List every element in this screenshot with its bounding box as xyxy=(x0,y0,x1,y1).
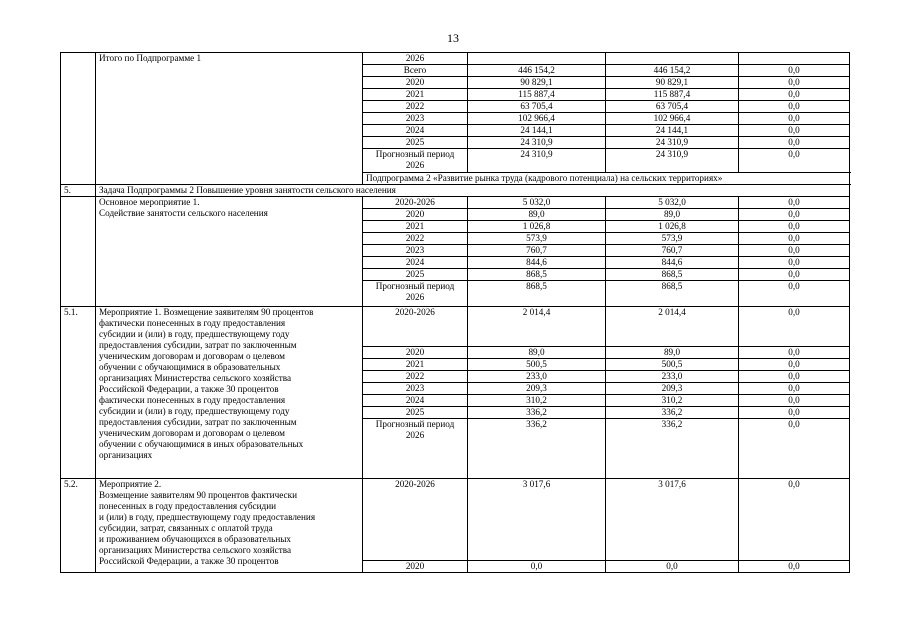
funding-budget-cell: 63 705,4 xyxy=(606,101,739,113)
funding-total-cell: 573,9 xyxy=(468,233,606,245)
funding-other-cell: 0,0 xyxy=(739,245,850,257)
funding-other-cell: 0,0 xyxy=(739,561,850,573)
funding-budget-cell: 336,2 xyxy=(606,407,739,419)
year-cell: 2021 xyxy=(363,89,468,101)
funding-other-cell: 0,0 xyxy=(739,269,850,281)
funding-other-cell: 0,0 xyxy=(739,479,850,561)
funding-budget-cell: 115 887,4 xyxy=(606,89,739,101)
funding-total-cell: 2 014,4 xyxy=(468,307,606,347)
funding-total-cell: 310,2 xyxy=(468,395,606,407)
funding-other-cell: 0,0 xyxy=(739,113,850,125)
funding-total-cell: 89,0 xyxy=(468,347,606,359)
funding-other-cell: 0,0 xyxy=(739,281,850,307)
funding-budget-cell: 90 829,1 xyxy=(606,77,739,89)
funding-other-cell: 0,0 xyxy=(739,65,850,77)
subprogram2-title: Подпрограмма 2 «Развитие рынка труда (кадрового потенциала) на сельских территориях» xyxy=(363,173,850,185)
funding-budget-cell: 102 966,4 xyxy=(606,113,739,125)
funding-other-cell: 0,0 xyxy=(739,395,850,407)
funding-budget-cell: 5 032,0 xyxy=(606,197,739,209)
task-title: Задача Подпрограммы 2 Повышение уровня занятости сельского населения xyxy=(96,185,850,197)
funding-budget-cell: 573,9 xyxy=(606,233,739,245)
funding-other-cell: 0,0 xyxy=(739,209,850,221)
funding-total-cell: 5 032,0 xyxy=(468,197,606,209)
funding-budget-cell: 760,7 xyxy=(606,245,739,257)
funding-total-cell: 63 705,4 xyxy=(468,101,606,113)
funding-budget-cell: 24 310,9 xyxy=(606,149,739,173)
funding-total-cell: 446 154,2 xyxy=(468,65,606,77)
funding-total-cell: 233,0 xyxy=(468,371,606,383)
funding-total-cell: 90 829,1 xyxy=(468,77,606,89)
funding-other-cell: 0,0 xyxy=(739,347,850,359)
year-cell: Прогнозный период 2026 xyxy=(363,281,468,307)
year-cell: 2022 xyxy=(363,371,468,383)
year-cell: Всего xyxy=(363,65,468,77)
year-cell: 2024 xyxy=(363,395,468,407)
year-cell: 2020-2026 xyxy=(363,479,468,561)
event-number: 5.2. xyxy=(61,479,96,573)
funding-other-cell xyxy=(739,53,850,65)
funding-other-cell: 0,0 xyxy=(739,407,850,419)
funding-other-cell: 0,0 xyxy=(739,359,850,371)
funding-other-cell: 0,0 xyxy=(739,89,850,101)
funding-budget-cell: 868,5 xyxy=(606,281,739,307)
year-cell: 2020 xyxy=(363,77,468,89)
funding-total-cell: 0,0 xyxy=(468,561,606,573)
funding-other-cell: 0,0 xyxy=(739,371,850,383)
funding-total-cell: 24 310,9 xyxy=(468,149,606,173)
funding-total-cell: 24 310,9 xyxy=(468,137,606,149)
year-cell: 2024 xyxy=(363,257,468,269)
page-number: 13 xyxy=(447,31,459,45)
row-number-cell xyxy=(61,53,96,185)
year-cell: 2021 xyxy=(363,221,468,233)
year-cell: 2025 xyxy=(363,407,468,419)
funding-total-cell: 24 144,1 xyxy=(468,125,606,137)
funding-total-cell: 3 017,6 xyxy=(468,479,606,561)
funding-budget-cell: 310,2 xyxy=(606,395,739,407)
year-cell: 2022 xyxy=(363,101,468,113)
table-row xyxy=(61,307,850,347)
funding-budget-cell: 446 154,2 xyxy=(606,65,739,77)
funding-total-cell: 336,2 xyxy=(468,419,606,479)
funding-budget-cell: 868,5 xyxy=(606,269,739,281)
funding-budget-cell: 3 017,6 xyxy=(606,479,739,561)
year-cell: Прогнозный период 2026 xyxy=(363,149,468,173)
year-cell: 2023 xyxy=(363,113,468,125)
funding-budget-cell: 844,6 xyxy=(606,257,739,269)
funding-budget-cell: 500,5 xyxy=(606,359,739,371)
funding-total-cell: 760,7 xyxy=(468,245,606,257)
row-number-cell xyxy=(61,197,96,307)
funding-other-cell: 0,0 xyxy=(739,77,850,89)
year-cell: 2024 xyxy=(363,125,468,137)
year-cell: 2026 xyxy=(363,53,468,65)
funding-total-cell: 336,2 xyxy=(468,407,606,419)
funding-total-cell: 1 026,8 xyxy=(468,221,606,233)
funding-total-cell: 868,5 xyxy=(468,269,606,281)
budget-table xyxy=(60,52,850,573)
funding-other-cell: 0,0 xyxy=(739,197,850,209)
funding-budget-cell xyxy=(606,53,739,65)
event-52-description: Мероприятие 2. Возмещение заявителям 90 процентов фактически понесенных в году предоставления субсидии и (или) в году, предшествующему году предоставления субсидии, затрат, связанных с оплатой труда и проживанием обучающихся в образовательных организациях Министерства сельского хозяйства Российской Федерации, а также 30 процентов xyxy=(96,479,363,573)
table-row xyxy=(61,479,850,561)
year-cell: 2020 xyxy=(363,347,468,359)
funding-budget-cell: 233,0 xyxy=(606,371,739,383)
funding-total-cell xyxy=(468,53,606,65)
funding-budget-cell: 209,3 xyxy=(606,383,739,395)
funding-total-cell: 844,6 xyxy=(468,257,606,269)
funding-budget-cell: 24 310,9 xyxy=(606,137,739,149)
funding-other-cell: 0,0 xyxy=(739,149,850,173)
year-cell: Прогнозный период 2026 xyxy=(363,419,468,479)
funding-budget-cell: 336,2 xyxy=(606,419,739,479)
year-cell: 2020 xyxy=(363,209,468,221)
funding-total-cell: 209,3 xyxy=(468,383,606,395)
funding-budget-cell: 89,0 xyxy=(606,347,739,359)
year-cell: 2023 xyxy=(363,383,468,395)
year-cell: 2025 xyxy=(363,269,468,281)
event-number: 5.1. xyxy=(61,307,96,479)
funding-budget-cell: 0,0 xyxy=(606,561,739,573)
funding-other-cell: 0,0 xyxy=(739,221,850,233)
subprogram1-total-label: Итого по Подпрограмме 1 xyxy=(96,53,363,185)
event-51-description: Мероприятие 1. Возмещение заявителям 90 процентов фактически понесенных в году предоставления субсидии и (или) в году, предшествующему году предоставления субсидии, затрат по заключенным ученическим договорам и договорам о целевом обучении с обучающимися в образовательных организациях Министерства сельского хозяйства Российской Федерации, а также 30 процентов фактически понесенных в году предоставления субсидии и (или) в году, предшествующему году предоставления субсидии, затрат по заключенным ученическим договорам и договорам о целевом обучении с обучающимися в иных образовательных организациях xyxy=(96,307,363,479)
task-number: 5. xyxy=(61,185,96,197)
table-row xyxy=(61,197,850,209)
year-cell: 2023 xyxy=(363,245,468,257)
funding-other-cell: 0,0 xyxy=(739,307,850,347)
funding-other-cell: 0,0 xyxy=(739,233,850,245)
funding-total-cell: 500,5 xyxy=(468,359,606,371)
funding-budget-cell: 24 144,1 xyxy=(606,125,739,137)
year-cell: 2020-2026 xyxy=(363,197,468,209)
funding-total-cell: 115 887,4 xyxy=(468,89,606,101)
year-cell: 2020 xyxy=(363,561,468,573)
funding-other-cell: 0,0 xyxy=(739,137,850,149)
year-cell: 2020-2026 xyxy=(363,307,468,347)
funding-other-cell: 0,0 xyxy=(739,419,850,479)
year-cell: 2025 xyxy=(363,137,468,149)
year-cell: 2021 xyxy=(363,359,468,371)
funding-budget-cell: 2 014,4 xyxy=(606,307,739,347)
year-cell: 2022 xyxy=(363,233,468,245)
task-row xyxy=(61,185,850,197)
funding-other-cell: 0,0 xyxy=(739,257,850,269)
funding-total-cell: 102 966,4 xyxy=(468,113,606,125)
funding-budget-cell: 1 026,8 xyxy=(606,221,739,233)
funding-total-cell: 89,0 xyxy=(468,209,606,221)
funding-budget-cell: 89,0 xyxy=(606,209,739,221)
funding-other-cell: 0,0 xyxy=(739,383,850,395)
table-row xyxy=(61,53,850,65)
funding-total-cell: 868,5 xyxy=(468,281,606,307)
main-event-description: Основное мероприятие 1. Содействие занятости сельского населения xyxy=(96,197,363,307)
funding-other-cell: 0,0 xyxy=(739,125,850,137)
funding-other-cell: 0,0 xyxy=(739,101,850,113)
